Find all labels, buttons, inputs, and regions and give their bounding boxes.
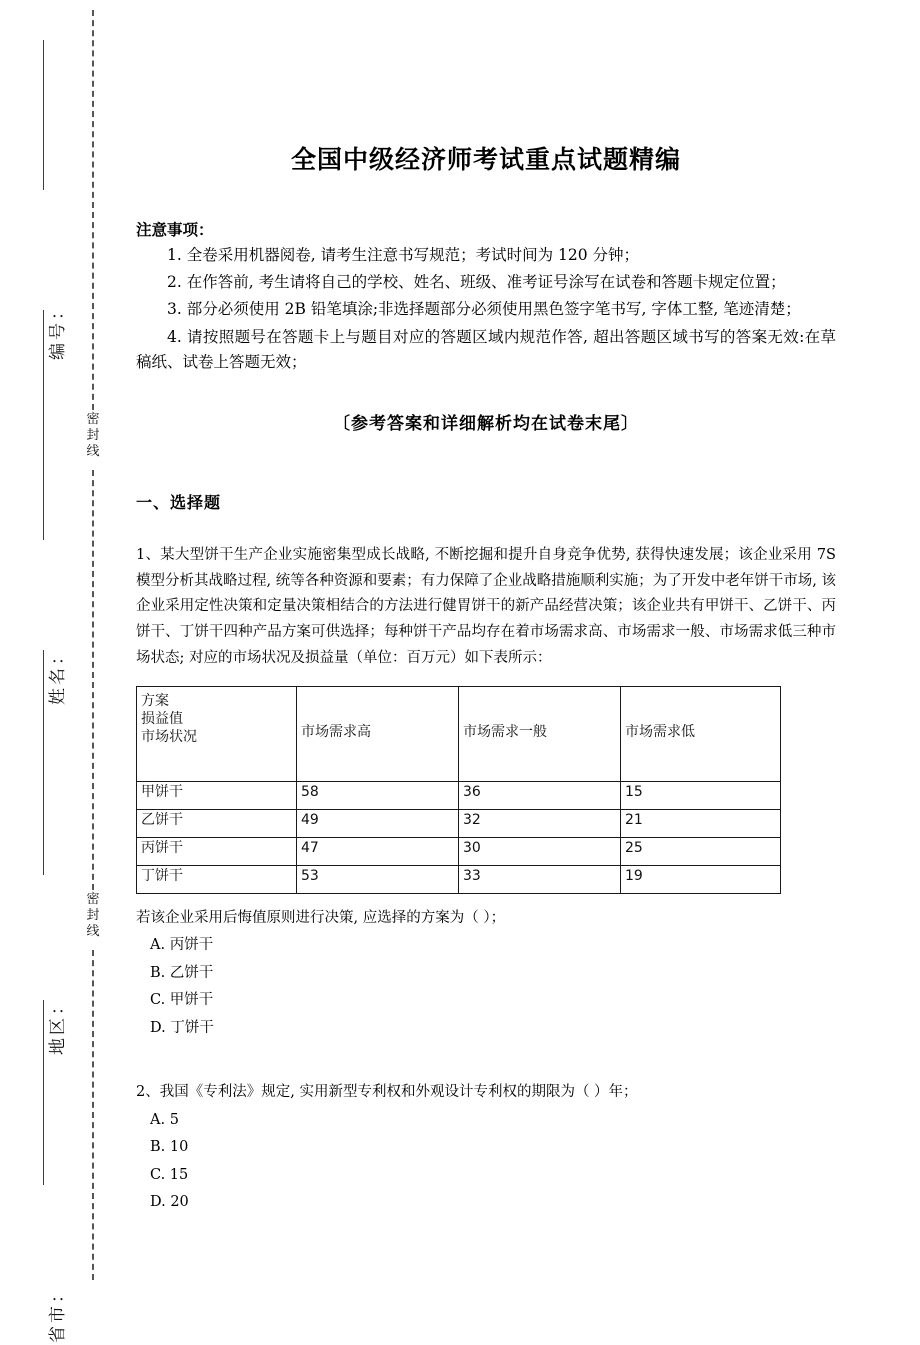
margin-label-name: 姓名： — [48, 645, 68, 705]
table-column-header: 市场需求低 — [621, 686, 781, 781]
question-2-option-c[interactable]: C. 15 — [150, 1166, 189, 1183]
question-1-sub-stem: 若该企业采用后悔值原则进行决策, 应选择的方案为（ ）； — [136, 909, 506, 926]
table-row-label: 丁饼干 — [137, 865, 297, 893]
seal-line-text-top: 密 封 线 — [83, 412, 103, 460]
seal-margin-area — [0, 0, 136, 1343]
notice-item: 4. 请按照题号在答题卡上与题目对应的答题区域内规范作答, 超出答题区域书写的答案无效:在草稿纸、试卷上答题无效； — [136, 327, 836, 371]
margin-label-serial-number: 编号： — [48, 300, 68, 360]
question-1-stem: 1、某大型饼干生产企业实施密集型成长战略, 不断挖掘和提升自身竞争优势, 获得快速发展；该企业采用 7S 模型分析其战略过程, 统等各种资源和要素；有力保障了企业战略措施顺利实施；为了开发中老年饼干市场, 该企业采用定性决策和定量决策相结合的方法进行健胃饼干的新产品经营决策；该企业共有甲饼干、乙饼干、丙饼干、丁饼干四种产品方案可供选择；每种饼干产品均存在着市场需求高、市场需求一般、市场需求低三种市场状态; 对应的市场状况及损益量（单位：百万元）如下表所示： — [136, 546, 836, 666]
question-1-option-c[interactable]: C. 甲饼干 — [150, 992, 214, 1009]
table-cell: 32 — [459, 809, 621, 837]
question-2-option-a[interactable]: A. 5 — [150, 1112, 179, 1128]
table-cell: 19 — [621, 865, 781, 893]
seal-dashed-line-1 — [92, 10, 94, 410]
table-cell: 25 — [621, 837, 781, 865]
table-cell: 47 — [297, 837, 459, 865]
notice-heading: 注意事项： — [136, 220, 214, 239]
table-cell: 30 — [459, 837, 621, 865]
table-cell: 36 — [459, 781, 621, 809]
seal-line-text-bottom: 密 封 线 — [83, 892, 103, 940]
table-cell: 53 — [297, 865, 459, 893]
table-row-label: 乙饼干 — [137, 809, 297, 837]
margin-solid-line-1 — [43, 40, 44, 190]
section-heading-choice: 一、选择题 — [136, 492, 222, 512]
notice-item: 2. 在作答前, 考生请将自己的学校、姓名、班级、准考证号涂写在试卷和答题卡规定位置； — [167, 273, 786, 292]
table-header-row — [137, 686, 781, 781]
table-cell: 21 — [621, 809, 781, 837]
table-column-header: 市场需求高 — [297, 686, 459, 781]
question-2-option-b[interactable]: B. 10 — [150, 1139, 189, 1156]
question-2-stem: 2、我国《专利法》规定, 实用新型专利权和外观设计专利权的期限为（ ）年； — [136, 1084, 638, 1101]
notice-item: 3. 部分必须使用 2B 铅笔填涂;非选择题部分必须使用黑色签字笔书写, 字体工整, 笔迹清楚； — [167, 300, 801, 319]
payoff-matrix-table — [136, 686, 781, 894]
question-1-option-d[interactable]: D. 丁饼干 — [150, 1019, 214, 1036]
table-row-label: 丙饼干 — [137, 837, 297, 865]
table-row — [137, 781, 781, 809]
table-row — [137, 865, 781, 893]
answer-location-note: 〔参考答案和详细解析均在试卷末尾〕 — [333, 413, 639, 434]
page-title: 全国中级经济师考试重点试题精编 — [290, 145, 681, 174]
margin-label-province-city: 省市： — [48, 1283, 68, 1343]
notice-item: 1. 全卷采用机器阅卷, 请考生注意书写规范；考试时间为 120 分钟； — [167, 246, 640, 265]
question-1-option-a[interactable]: A. 丙饼干 — [150, 937, 214, 954]
question-2-block — [136, 1080, 836, 1215]
question-1-option-b[interactable]: B. 乙饼干 — [150, 964, 214, 981]
table-cell: 58 — [297, 781, 459, 809]
table-row — [137, 837, 781, 865]
table-column-header: 市场需求一般 — [459, 686, 621, 781]
table-row-label: 甲饼干 — [137, 781, 297, 809]
margin-label-region: 地区： — [48, 995, 68, 1055]
table-cell: 15 — [621, 781, 781, 809]
seal-dashed-line-3 — [92, 950, 94, 1280]
table-cell: 33 — [459, 865, 621, 893]
table-cell: 49 — [297, 809, 459, 837]
table-corner-header: 方案 损益值 市场状况 — [137, 686, 297, 781]
exam-paper-content — [136, 0, 836, 1215]
question-2-option-d[interactable]: D. 20 — [150, 1194, 189, 1211]
seal-dashed-line-2 — [92, 470, 94, 890]
table-row — [137, 809, 781, 837]
